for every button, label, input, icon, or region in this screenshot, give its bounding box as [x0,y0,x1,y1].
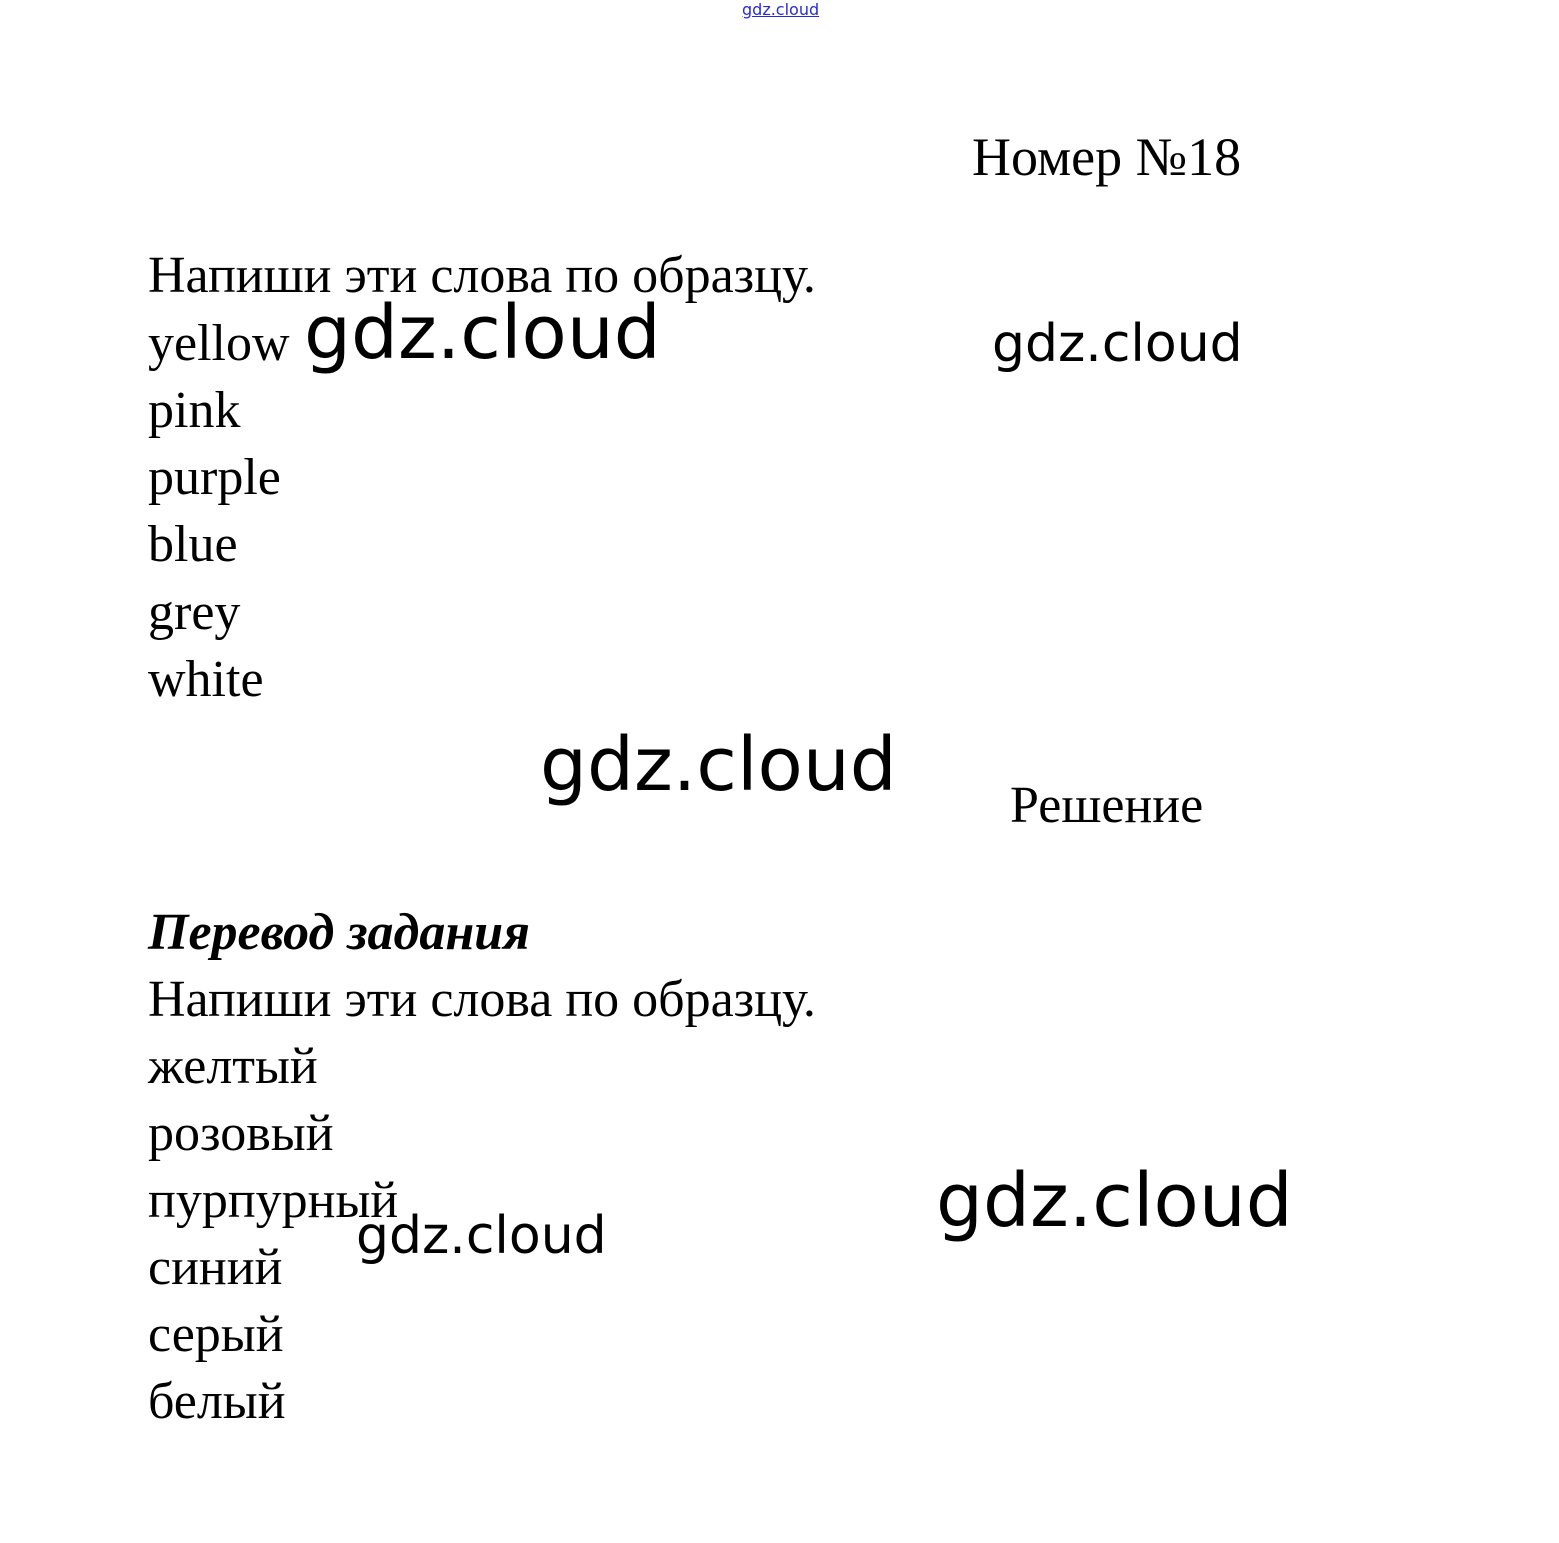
task-word-pink: pink [148,382,241,439]
page-title: Номер №18 [972,127,1242,187]
watermark: gdz.cloud [540,722,897,808]
translation-word-white: белый [148,1373,286,1430]
watermark: gdz.cloud [992,314,1243,374]
translation-word-pink: розовый [148,1105,334,1162]
site-link[interactable]: gdz.cloud [742,0,820,19]
task-word-grey: grey [148,584,241,641]
translation-word-grey: серый [148,1306,284,1363]
translation-word-blue: синий [148,1239,283,1296]
task-word-yellow: yellow [148,315,290,372]
translation-word-yellow: желтый [148,1038,318,1095]
task-word-blue: blue [148,516,238,573]
task-instruction: Напиши эти слова по образцу. [148,247,816,304]
solution-label: Решение [1010,777,1204,834]
task-word-purple: purple [148,449,281,506]
watermark: gdz.cloud [356,1206,607,1266]
translation-word-purple: пурпурный [148,1172,399,1229]
task-word-white: white [148,651,264,708]
watermark: gdz.cloud [304,290,661,376]
translation-instruction: Напиши эти слова по образцу. [148,971,816,1028]
watermark: gdz.cloud [936,1158,1293,1244]
translation-heading: Перевод задания [148,904,530,961]
